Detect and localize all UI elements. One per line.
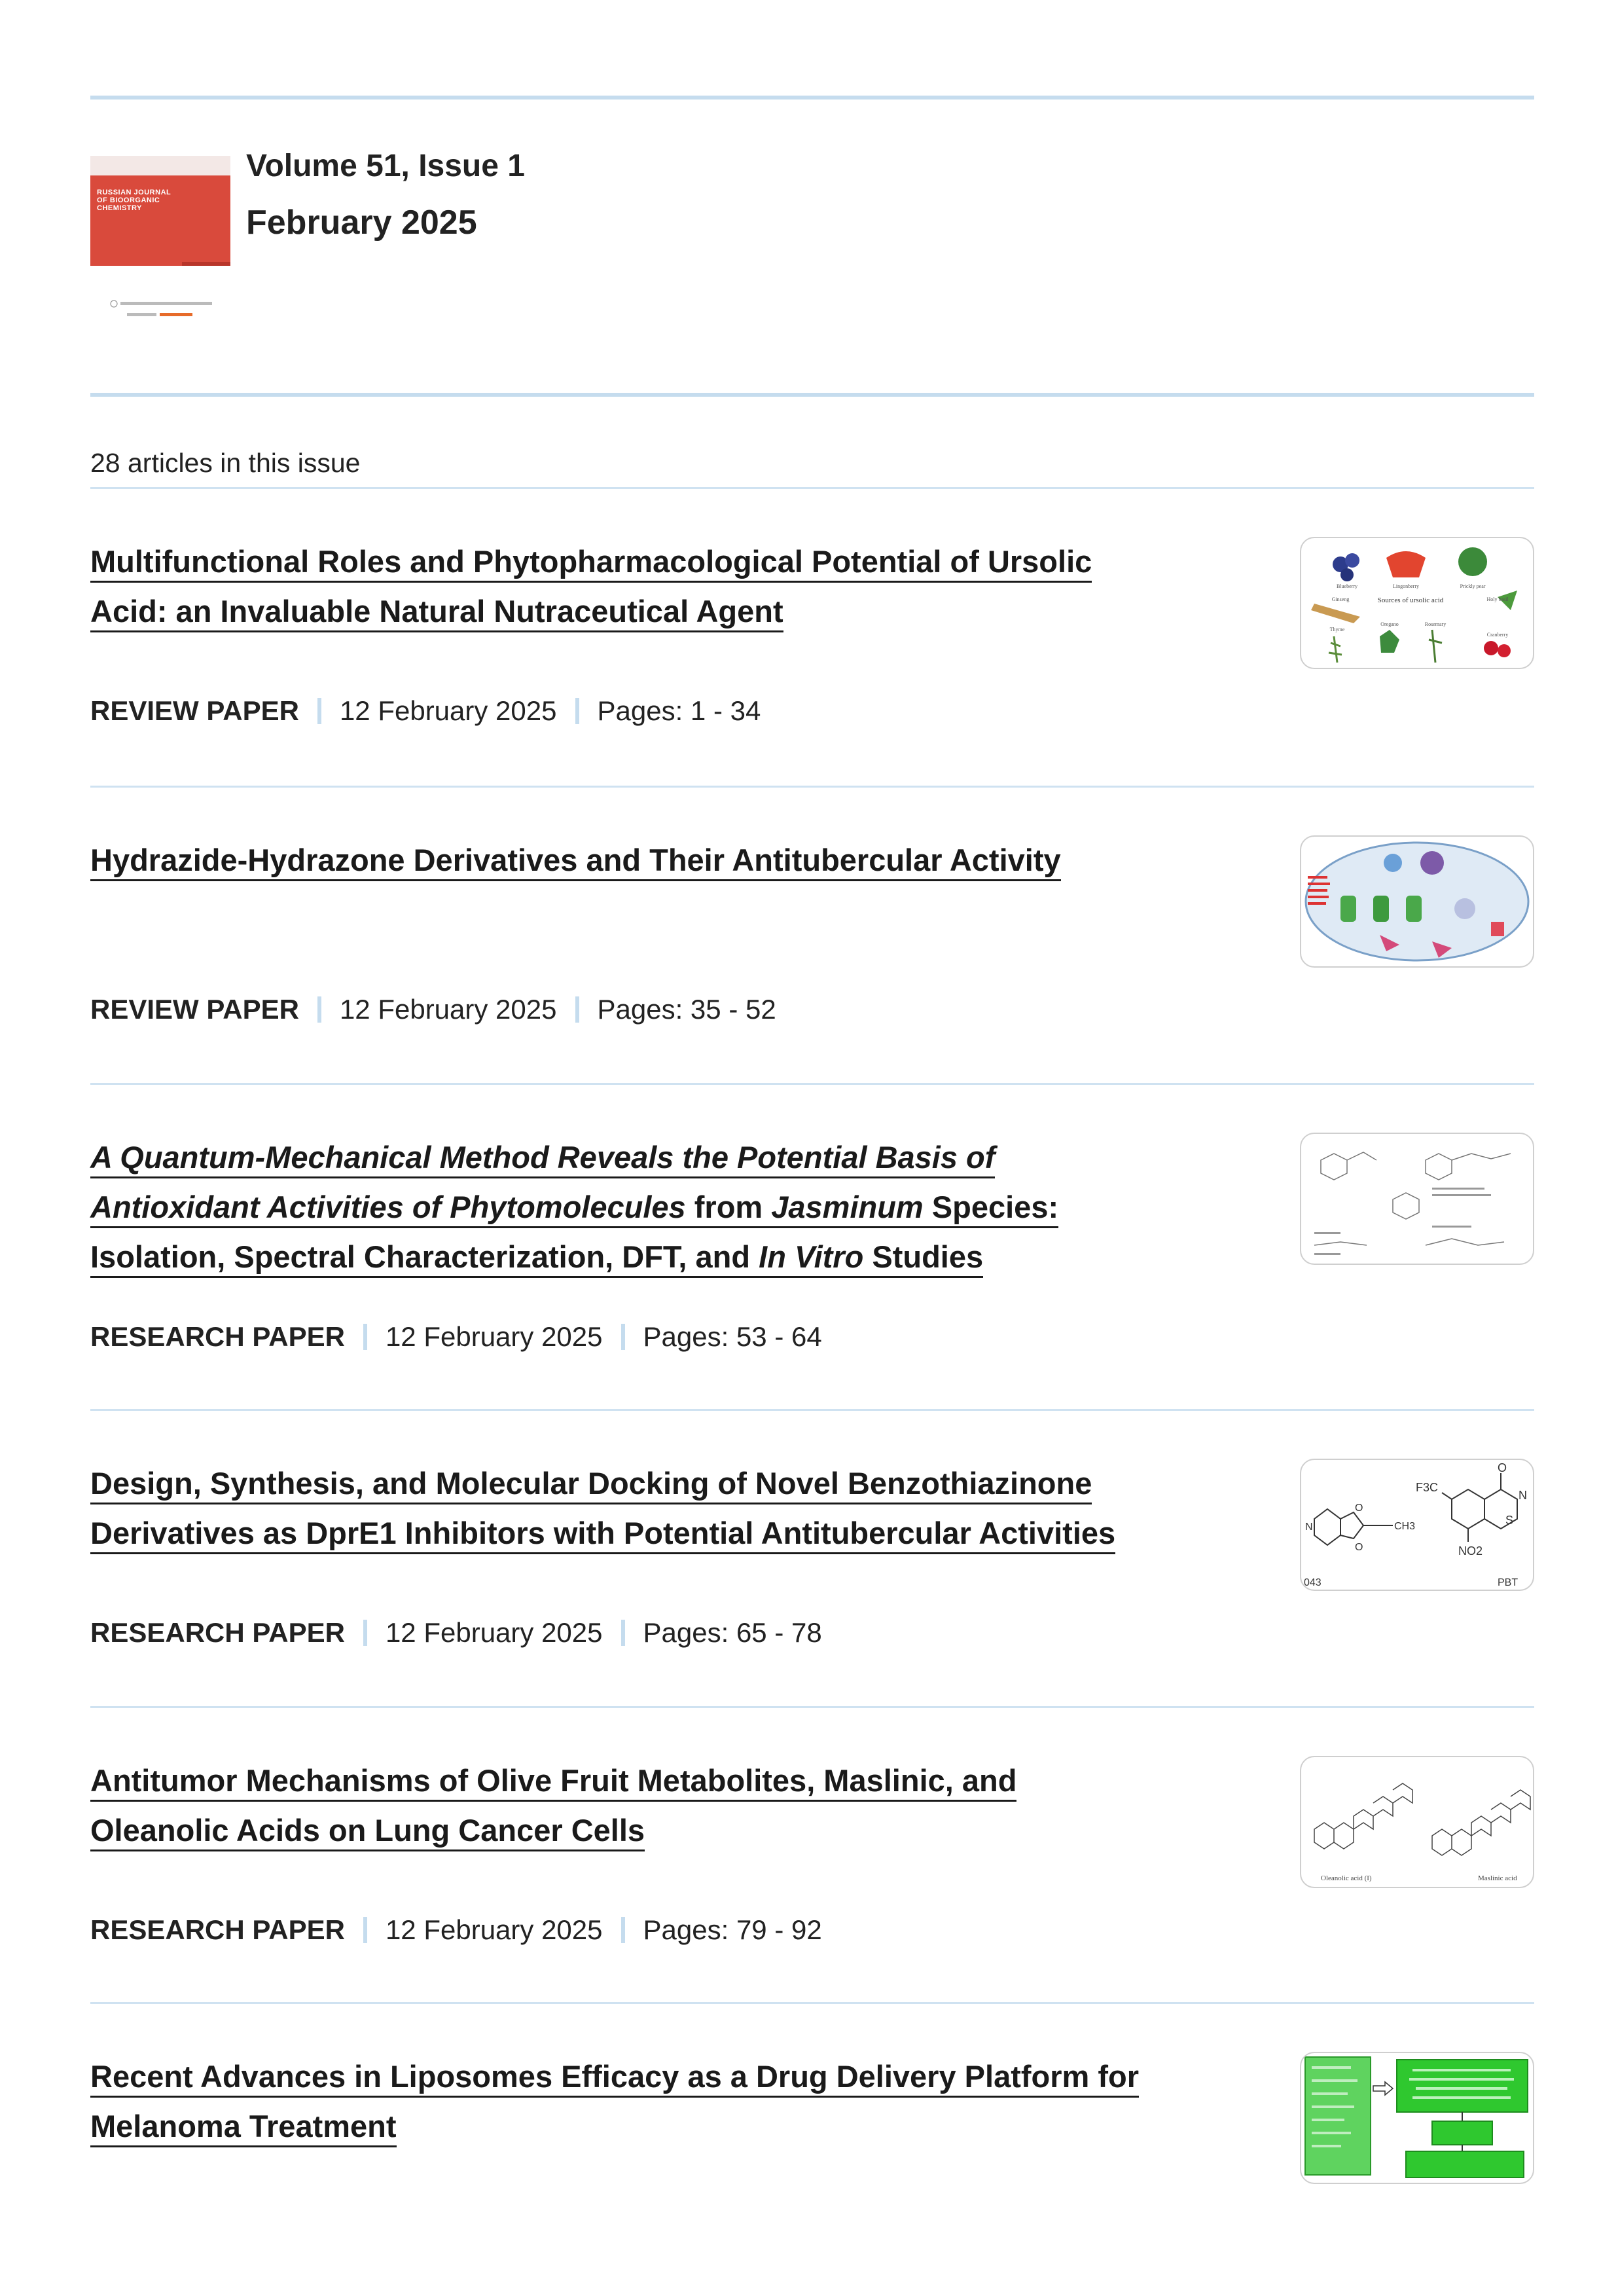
article-thumbnail[interactable] <box>1300 1459 1534 1591</box>
issue-volume: Volume 51, Issue 1 <box>246 149 525 183</box>
thumb-label: NO2 <box>1458 1544 1483 1558</box>
thumb-label: Prickly pear <box>1460 583 1486 589</box>
article-divider <box>90 786 1534 788</box>
thumb-label: Cranberry <box>1486 632 1509 638</box>
article-meta <box>90 994 776 1025</box>
article-pages: Pages: 79 - 92 <box>643 1914 822 1945</box>
article-thumbnail[interactable] <box>1300 1756 1534 1888</box>
article-title-link[interactable] <box>90 1133 1255 1282</box>
thumb-label: O <box>1498 1461 1507 1474</box>
article-title-line[interactable]: Isolation, Spectral Characterization, DFT, and In Vitro Studies <box>90 1239 983 1278</box>
article-type: RESEARCH PAPER <box>90 1914 345 1945</box>
issue-date: February 2025 <box>246 204 477 242</box>
article-type: RESEARCH PAPER <box>90 1321 345 1352</box>
thumb-label: Holy basil <box>1486 596 1509 602</box>
thumb-label: N <box>1519 1489 1527 1502</box>
thumb-label: Oleanolic acid (I) <box>1321 1874 1372 1882</box>
article-meta <box>90 1914 822 1946</box>
article-title-line[interactable]: Derivatives as DprE1 Inhibitors with Potential Antitubercular Activities <box>90 1516 1115 1554</box>
thumb-label: O <box>1355 1542 1363 1553</box>
article-date: 12 February 2025 <box>339 695 557 726</box>
article-title-line[interactable]: Melanoma Treatment <box>90 2109 397 2147</box>
thumb-label: Rosemary <box>1424 621 1447 627</box>
cover-journal-name: RUSSIAN JOURNAL OF BIOORGANIC CHEMISTRY <box>97 189 171 212</box>
article-title-link[interactable] <box>90 537 1255 636</box>
article-title-line[interactable]: Acid: an Invaluable Natural Nutraceutical Agent <box>90 594 783 632</box>
article-thumbnail[interactable] <box>1300 835 1534 968</box>
article-meta <box>90 695 761 727</box>
header-divider <box>90 393 1534 397</box>
thumb-label: Oregano <box>1380 621 1399 627</box>
thumb-label: Maslinic acid <box>1478 1874 1517 1882</box>
article-title-line[interactable]: Antitumor Mechanisms of Olive Fruit Metabolites, Maslinic, and <box>90 1763 1016 1802</box>
thumb-label: N <box>1305 1522 1313 1533</box>
article-pages: Pages: 53 - 64 <box>643 1321 822 1352</box>
article-thumbnail[interactable] <box>1300 537 1534 669</box>
article-type: REVIEW PAPER <box>90 695 299 726</box>
thumb-label: O <box>1355 1503 1363 1514</box>
article-title-line[interactable]: Multifunctional Roles and Phytopharmacological Potential of Ursolic <box>90 544 1092 583</box>
top-divider <box>90 96 1534 100</box>
article-thumbnail[interactable] <box>1300 2052 1534 2184</box>
publisher-logo-icon <box>107 299 219 321</box>
article-divider <box>90 1409 1534 1411</box>
thumb-label: S <box>1505 1514 1514 1527</box>
thumb-label: Ginseng <box>1331 596 1350 602</box>
publisher-logo <box>107 299 219 323</box>
article-pages: Pages: 35 - 52 <box>597 994 776 1025</box>
issue-page <box>90 0 1534 2296</box>
article-type: RESEARCH PAPER <box>90 1617 345 1648</box>
article-title-link[interactable] <box>90 1756 1255 1855</box>
article-title-line[interactable]: A Quantum-Mechanical Method Reveals the Potential Basis of <box>90 1140 995 1178</box>
article-date: 12 February 2025 <box>339 994 557 1025</box>
article-pages: Pages: 1 - 34 <box>597 695 761 726</box>
thumb-label: F3C <box>1416 1481 1439 1494</box>
article-title-line[interactable]: Antioxidant Activities of Phytomolecules from Jasminum Species: <box>90 1190 1058 1228</box>
article-title-line[interactable]: Recent Advances in Liposomes Efficacy as a Drug Delivery Platform for <box>90 2059 1139 2098</box>
article-type: REVIEW PAPER <box>90 994 299 1025</box>
article-date: 12 February 2025 <box>385 1617 603 1648</box>
article-date: 12 February 2025 <box>385 1321 603 1352</box>
count-divider <box>90 487 1534 489</box>
article-meta <box>90 1617 822 1649</box>
thumb-label: 043 <box>1304 1577 1321 1588</box>
article-title-line[interactable]: Oleanolic Acids on Lung Cancer Cells <box>90 1813 645 1851</box>
thumb-label: Thyme <box>1329 627 1345 632</box>
article-divider <box>90 1083 1534 1085</box>
article-pages: Pages: 65 - 78 <box>643 1617 822 1648</box>
article-title-line[interactable]: Hydrazide-Hydrazone Derivatives and Their Antitubercular Activity <box>90 843 1061 881</box>
thumb-label: PBT <box>1498 1577 1519 1588</box>
article-meta <box>90 1321 822 1353</box>
thumb-caption: Sources of ursolic acid <box>1377 596 1444 604</box>
flowchart-figure <box>1301 2053 1533 2183</box>
article-thumbnail[interactable] <box>1300 1133 1534 1265</box>
article-title-link[interactable] <box>90 2052 1255 2151</box>
triterpene-structures-figure <box>1301 1757 1533 1887</box>
thumb-label: Lingonberry <box>1393 583 1419 589</box>
article-divider <box>90 1706 1534 1708</box>
benzothiazinone-structure-figure <box>1301 1460 1533 1590</box>
molecule-structures-figure <box>1301 1134 1533 1264</box>
article-title-link[interactable] <box>90 1459 1255 1558</box>
thumb-label: Blueberry <box>1337 583 1357 589</box>
thumb-label: CH3 <box>1394 1521 1416 1532</box>
article-count: 28 articles in this issue <box>90 448 361 478</box>
cell-mechanism-figure <box>1301 837 1533 966</box>
article-date: 12 February 2025 <box>385 1914 603 1945</box>
article-title-link[interactable] <box>90 835 1255 885</box>
journal-cover-image[interactable] <box>90 156 230 266</box>
article-title-line[interactable]: Design, Synthesis, and Molecular Docking of Novel Benzothiazinone <box>90 1466 1092 1504</box>
ursolic-sources-figure <box>1301 538 1533 668</box>
article-divider <box>90 2002 1534 2004</box>
